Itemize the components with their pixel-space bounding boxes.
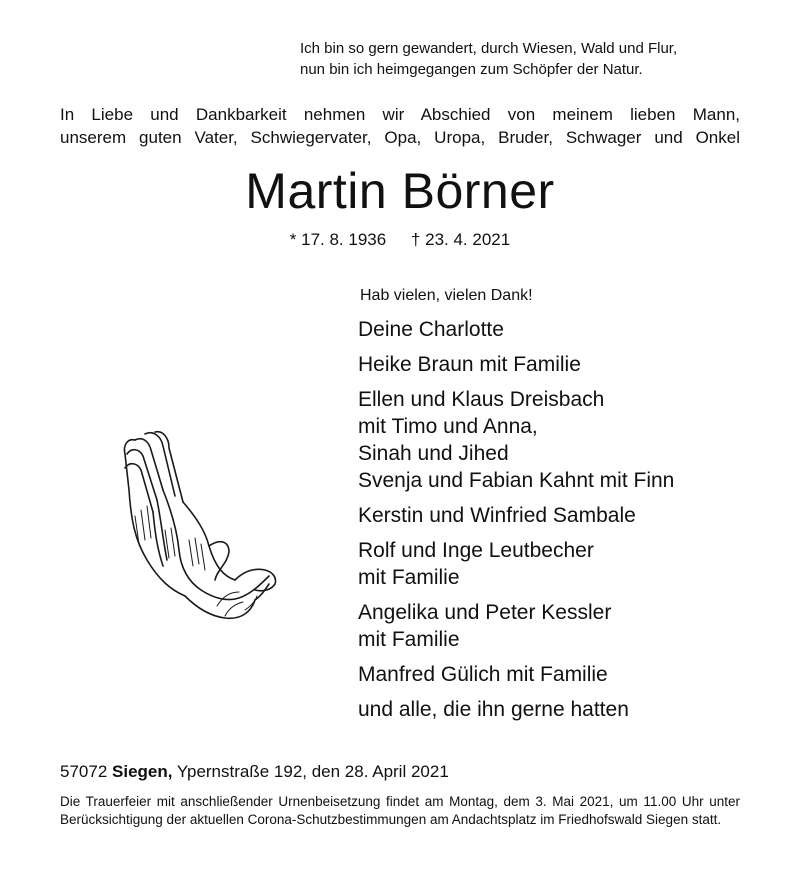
- intro-line: In Liebe und Dankbarkeit nehmen wir Abschied von meinem lieben Mann,: [60, 105, 740, 124]
- mourner-line: Svenja und Fabian Kahnt mit Finn: [358, 469, 675, 492]
- mourner-line: mit Familie: [358, 628, 460, 651]
- mourner-group: [358, 661, 674, 688]
- mourner-group: [358, 386, 674, 494]
- birth-date: * 17. 8. 1936: [289, 230, 387, 249]
- thanks-line: Hab vielen, vielen Dank!: [360, 287, 533, 304]
- mourner-group: [358, 502, 674, 529]
- mourner-line: mit Timo und Anna,: [358, 415, 538, 438]
- mourner-line: Deine Charlotte: [358, 318, 504, 341]
- mourner-group: [358, 351, 674, 378]
- mourner-group: [358, 599, 674, 653]
- mourner-line: Angelika und Peter Kessler: [358, 601, 612, 624]
- mourner-line: Kerstin und Winfried Sambale: [358, 504, 636, 527]
- mourner-line: und alle, die ihn gerne hatten: [358, 698, 629, 721]
- intro-text: [60, 103, 740, 149]
- mourner-line: Rolf und Inge Leutbecher: [358, 539, 594, 562]
- address-line: [60, 761, 449, 783]
- praying-hands-icon: [105, 420, 285, 630]
- mourner-group: [358, 316, 674, 343]
- mourner-line: Heike Braun mit Familie: [358, 353, 581, 376]
- mourner-line: Ellen und Klaus Dreisbach: [358, 388, 605, 411]
- street-and-date: Ypernstraße 192, den 28. April 2021: [176, 762, 449, 781]
- poem-verse: [300, 38, 677, 80]
- mourner-line: Manfred Gülich mit Familie: [358, 663, 608, 686]
- mourner-group: [358, 696, 674, 723]
- mourner-line: mit Familie: [358, 566, 460, 589]
- city: Siegen,: [112, 762, 173, 781]
- postal-code: 57072: [60, 762, 108, 781]
- funeral-notice: Die Trauerfeier mit anschließender Urnenbeisetzung findet am Montag, dem 3. Mai 2021, um 11.00 Uhr unter Berücksichtigung der aktuellen Corona-Schutzbestimmungen am Andachtsplatz im Friedhofswald Siegen statt.: [60, 794, 740, 827]
- life-dates: [0, 229, 800, 251]
- deceased-name: Martin Börner: [245, 163, 555, 219]
- poem-line: Ich bin so gern gewandert, durch Wiesen, Wald und Flur,: [300, 40, 678, 57]
- intro-line: unserem guten Vater, Schwiegervater, Opa, Uropa, Bruder, Schwager und Onkel: [60, 128, 740, 147]
- mourner-line: Sinah und Jihed: [358, 442, 509, 465]
- mourner-group: [358, 537, 674, 591]
- death-date: † 23. 4. 2021: [410, 230, 511, 249]
- poem-line: nun bin ich heimgegangen zum Schöpfer der Natur.: [300, 61, 643, 78]
- mourners-list: [358, 316, 674, 731]
